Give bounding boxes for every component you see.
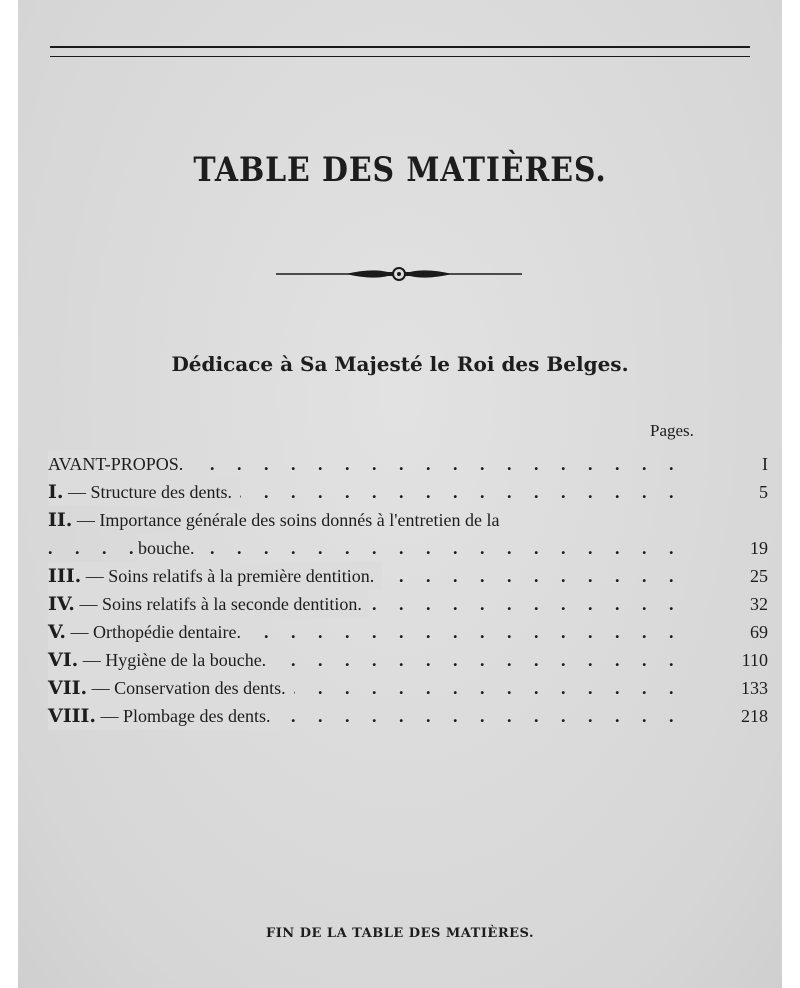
toc-page-number: 133: [741, 678, 768, 698]
chapter-number: VII.: [48, 677, 88, 699]
toc-entry-title: AVANT-PROPOS.: [48, 454, 184, 474]
toc-page-number: 110: [741, 650, 768, 670]
toc-entry-title: — Conservation des dents.: [87, 678, 286, 698]
page-title: TABLE DES MATIÈRES.: [193, 150, 607, 190]
top-double-rule: [50, 46, 750, 57]
toc-page-number: 25: [750, 566, 768, 586]
toc-page-number: 218: [741, 706, 768, 726]
chapter-number: I.: [48, 481, 64, 503]
toc-entry-chapter-7[interactable]: [48, 674, 768, 702]
chapter-number: II.: [48, 509, 73, 531]
toc-entry-title: — Plombage des dents.: [96, 706, 271, 726]
toc-page-number: 19: [750, 538, 768, 558]
toc-entry-title: — Soins relatifs à la seconde dentition.: [74, 594, 362, 614]
dedication-heading: Dédicace à Sa Majesté le Roi des Belges.: [171, 352, 629, 376]
toc-entry-chapter-3[interactable]: [48, 562, 768, 590]
chapter-number: V.: [48, 621, 67, 643]
pages-column-label: Pages.: [650, 421, 694, 440]
toc-entry-title: — Importance générale des soins donnés à l'entretien de la: [72, 510, 500, 530]
toc-entry-title: — Soins relatifs à la première dentition.: [81, 566, 375, 586]
toc-entry-chapter-6[interactable]: [48, 646, 768, 674]
toc-entry-title: — Hygiène de la bouche.: [78, 650, 267, 670]
chapter-number: III.: [48, 565, 82, 587]
chapter-number: VIII.: [48, 705, 97, 727]
book-page: [18, 0, 782, 988]
toc-entry-chapter-5[interactable]: [48, 618, 768, 646]
toc-entry-title: — Orthopédie dentaire.: [66, 622, 241, 642]
toc-entry-chapter-8[interactable]: [48, 702, 768, 730]
toc-entry-chapter-4[interactable]: [48, 590, 768, 618]
toc-entry-chapter-2-line1[interactable]: [48, 506, 768, 534]
chapter-number: VI.: [48, 649, 79, 671]
toc-entry-title: — Structure des dents.: [63, 482, 232, 502]
toc-entry-chapter-2-line2[interactable]: [48, 534, 768, 562]
ornament-divider: [276, 262, 522, 286]
toc-entry-chapter-1[interactable]: [48, 478, 768, 506]
end-of-table-note: FIN DE LA TABLE DES MATIÈRES.: [266, 926, 534, 941]
toc-page-number: I: [762, 454, 768, 474]
toc-page-number: 69: [750, 622, 768, 642]
toc-page-number: 5: [759, 482, 768, 502]
toc-entry-avant-propos[interactable]: [48, 450, 768, 478]
chapter-number: IV.: [48, 593, 75, 615]
toc-page-number: 32: [750, 594, 768, 614]
toc-entry-continuation: bouche.: [138, 534, 202, 562]
